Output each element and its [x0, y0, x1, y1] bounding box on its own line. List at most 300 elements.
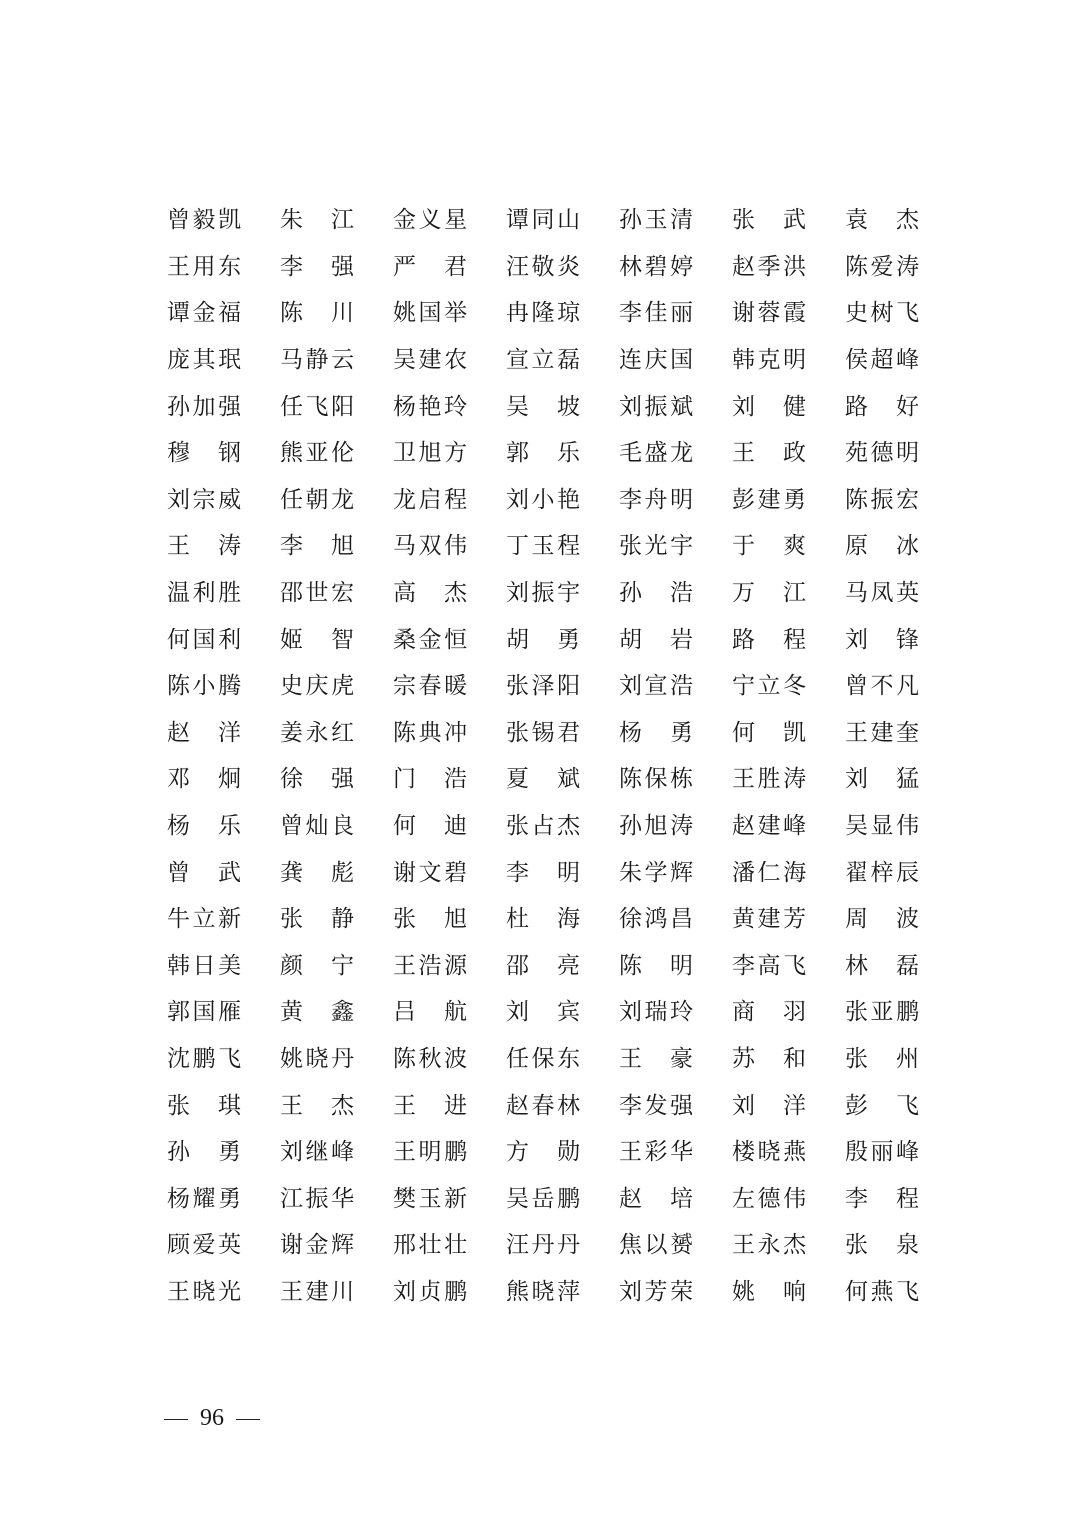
name-cell — [393, 570, 506, 616]
person-name: 焦 以 赟 — [619, 1232, 694, 1259]
name-row — [167, 1175, 927, 1222]
person-name: 陈 秋 波 — [393, 1045, 468, 1072]
person-name: 王 杰 — [280, 1092, 354, 1119]
name-cell — [506, 803, 619, 849]
name-row — [167, 663, 927, 710]
name-cell — [280, 244, 393, 290]
person-name: 孙 浩 — [619, 580, 693, 607]
name-cell — [393, 337, 506, 383]
page-number — [152, 1405, 272, 1432]
person-name: 吴 显 伟 — [845, 813, 920, 840]
name-cell — [845, 803, 958, 849]
person-name: 王 政 — [732, 440, 806, 467]
person-name: 赵 春 林 — [506, 1092, 581, 1119]
name-cell — [280, 384, 393, 430]
name-row — [167, 477, 927, 524]
person-name: 刘 洋 — [732, 1092, 806, 1119]
name-row — [167, 989, 927, 1036]
name-cell — [506, 989, 619, 1035]
name-cell — [506, 523, 619, 569]
name-cell — [167, 803, 280, 849]
person-name: 楼 晓 燕 — [732, 1139, 807, 1166]
person-name: 熊 晓 萍 — [506, 1278, 581, 1305]
name-row — [167, 1222, 927, 1269]
person-name: 龚 彪 — [280, 859, 354, 886]
person-name: 樊 玉 新 — [393, 1185, 468, 1212]
person-name: 刘 宾 — [506, 999, 580, 1026]
person-name: 林 碧 婷 — [619, 253, 694, 280]
person-name: 王 豪 — [619, 1045, 693, 1072]
person-name: 曾 不 凡 — [845, 673, 920, 700]
person-name: 任 朝 龙 — [280, 486, 355, 513]
name-cell — [280, 896, 393, 942]
person-name: 陈 保 栋 — [619, 766, 694, 793]
name-cell — [845, 244, 958, 290]
person-name: 黄 建 芳 — [732, 906, 807, 933]
name-cell — [280, 430, 393, 476]
name-cell — [845, 384, 958, 430]
person-name: 王 明 鹏 — [393, 1139, 468, 1166]
person-name: 王 建 川 — [280, 1278, 355, 1305]
person-name: 邵 亮 — [506, 952, 580, 979]
name-cell — [619, 384, 732, 430]
name-cell — [732, 803, 845, 849]
name-cell — [619, 756, 732, 802]
name-cell — [732, 1083, 845, 1129]
person-name: 杨 艳 玲 — [393, 393, 468, 420]
name-cell — [732, 1036, 845, 1082]
person-name: 张 琪 — [167, 1092, 241, 1119]
person-name: 汪 丹 丹 — [506, 1232, 581, 1259]
name-cell — [280, 803, 393, 849]
person-name: 张 州 — [845, 1045, 919, 1072]
person-name: 何 凯 — [732, 719, 806, 746]
name-cell — [732, 663, 845, 709]
name-cell — [845, 570, 958, 616]
person-name: 高 杰 — [393, 580, 467, 607]
name-cell — [280, 523, 393, 569]
person-name: 龙 启 程 — [393, 486, 468, 513]
name-cell — [506, 337, 619, 383]
name-cell — [393, 477, 506, 523]
person-name: 韩 日 美 — [167, 952, 242, 979]
name-cell — [619, 1129, 732, 1175]
name-cell — [167, 1222, 280, 1268]
name-cell — [619, 290, 732, 336]
name-cell — [732, 896, 845, 942]
person-name: 王 建 奎 — [845, 719, 920, 746]
name-cell — [393, 803, 506, 849]
name-cell — [393, 1222, 506, 1268]
name-cell — [845, 617, 958, 663]
person-name: 郭 乐 — [506, 440, 580, 467]
person-name: 刘 芳 荣 — [619, 1278, 694, 1305]
name-cell — [393, 943, 506, 989]
person-name: 殷 丽 峰 — [845, 1139, 920, 1166]
person-name: 穆 钢 — [167, 440, 241, 467]
person-name: 桑 金 恒 — [393, 626, 468, 653]
person-name: 张 光 宇 — [619, 533, 694, 560]
name-cell — [393, 523, 506, 569]
person-name: 胡 勇 — [506, 626, 580, 653]
person-name: 张 泽 阳 — [506, 673, 581, 700]
person-name: 陈 明 — [619, 952, 693, 979]
name-cell — [619, 1222, 732, 1268]
person-name: 刘 贞 鹏 — [393, 1278, 468, 1305]
name-cell — [280, 337, 393, 383]
person-name: 左 德 伟 — [732, 1185, 807, 1212]
name-cell — [732, 989, 845, 1035]
name-cell — [280, 1176, 393, 1222]
person-name: 汪 敬 炎 — [506, 253, 581, 280]
person-name: 赵 培 — [619, 1185, 693, 1212]
person-name: 邓 炯 — [167, 766, 241, 793]
name-cell — [506, 430, 619, 476]
name-cell — [393, 850, 506, 896]
person-name: 谢 金 辉 — [280, 1232, 355, 1259]
person-name: 任 保 东 — [506, 1045, 581, 1072]
person-name: 张 武 — [732, 207, 806, 234]
person-name: 丁 玉 程 — [506, 533, 581, 560]
person-name: 徐 鸿 昌 — [619, 906, 694, 933]
name-row — [167, 803, 927, 850]
person-name: 原 冰 — [845, 533, 919, 560]
name-cell — [393, 1269, 506, 1315]
name-cell — [393, 1176, 506, 1222]
name-cell — [732, 1269, 845, 1315]
name-row — [167, 896, 927, 943]
name-cell — [167, 617, 280, 663]
person-name: 卫 旭 方 — [393, 440, 468, 467]
person-name: 杨 勇 — [619, 719, 693, 746]
name-cell — [506, 943, 619, 989]
name-cell — [393, 710, 506, 756]
name-cell — [506, 710, 619, 756]
person-name: 杨 耀 勇 — [167, 1185, 242, 1212]
name-cell — [845, 850, 958, 896]
name-cell — [280, 290, 393, 336]
name-cell — [732, 1176, 845, 1222]
name-cell — [280, 1036, 393, 1082]
name-cell — [393, 663, 506, 709]
person-name: 王 胜 涛 — [732, 766, 807, 793]
name-cell — [845, 337, 958, 383]
person-name: 张 旭 — [393, 906, 467, 933]
name-cell — [393, 1083, 506, 1129]
person-name: 彭 飞 — [845, 1092, 919, 1119]
name-row — [167, 197, 927, 244]
name-cell — [506, 197, 619, 243]
name-cell — [619, 337, 732, 383]
person-name: 谢 文 碧 — [393, 859, 468, 886]
name-cell — [167, 430, 280, 476]
name-cell — [280, 1083, 393, 1129]
person-name: 曾 武 — [167, 859, 241, 886]
name-cell — [506, 1129, 619, 1175]
name-cell — [619, 803, 732, 849]
person-name: 陈 川 — [280, 300, 354, 327]
person-name: 李 明 — [506, 859, 580, 886]
person-name: 金 义 星 — [393, 207, 468, 234]
name-cell — [167, 1036, 280, 1082]
person-name: 宗 春 暖 — [393, 673, 468, 700]
name-cell — [732, 850, 845, 896]
name-cell — [619, 430, 732, 476]
name-cell — [506, 1176, 619, 1222]
name-cell — [280, 617, 393, 663]
name-cell — [845, 989, 958, 1035]
name-row — [167, 290, 927, 337]
name-cell — [845, 663, 958, 709]
person-name: 牛 立 新 — [167, 906, 242, 933]
person-name: 吴 建 农 — [393, 347, 468, 374]
name-cell — [619, 570, 732, 616]
name-cell — [619, 617, 732, 663]
name-row — [167, 943, 927, 990]
person-name: 史 庆 虎 — [280, 673, 355, 700]
name-cell — [732, 477, 845, 523]
name-row — [167, 383, 927, 430]
name-row — [167, 430, 927, 477]
name-cell — [167, 756, 280, 802]
name-cell — [506, 570, 619, 616]
name-cell — [167, 1083, 280, 1129]
person-name: 王 浩 源 — [393, 952, 468, 979]
person-name: 朱 学 辉 — [619, 859, 694, 886]
person-name: 刘 猛 — [845, 766, 919, 793]
person-name: 潘 仁 海 — [732, 859, 807, 886]
person-name: 马 静 云 — [280, 347, 355, 374]
name-cell — [845, 1269, 958, 1315]
person-name: 陈 振 宏 — [845, 486, 920, 513]
person-name: 刘 宗 威 — [167, 486, 242, 513]
name-cell — [619, 896, 732, 942]
person-name: 郭 国 雁 — [167, 999, 242, 1026]
person-name: 何 燕 飞 — [845, 1278, 920, 1305]
name-cell — [732, 570, 845, 616]
person-name: 李 舟 明 — [619, 486, 694, 513]
person-name: 陈 典 冲 — [393, 719, 468, 746]
name-cell — [280, 850, 393, 896]
name-cell — [732, 290, 845, 336]
person-name: 何 国 利 — [167, 626, 242, 653]
person-name: 颜 宁 — [280, 952, 354, 979]
name-cell — [732, 197, 845, 243]
name-cell — [732, 943, 845, 989]
person-name: 孙 玉 清 — [619, 207, 694, 234]
name-cell — [619, 197, 732, 243]
name-cell — [732, 430, 845, 476]
person-name: 陈 爱 涛 — [845, 253, 920, 280]
person-name: 王 永 杰 — [732, 1232, 807, 1259]
person-name: 夏 斌 — [506, 766, 580, 793]
person-name: 顾 爱 英 — [167, 1232, 242, 1259]
person-name: 路 好 — [845, 393, 919, 420]
name-cell — [393, 617, 506, 663]
name-cell — [845, 896, 958, 942]
name-cell — [845, 1036, 958, 1082]
person-name: 邵 世 宏 — [280, 580, 355, 607]
person-name: 刘 振 斌 — [619, 393, 694, 420]
name-cell — [845, 1083, 958, 1129]
name-cell — [506, 756, 619, 802]
name-cell — [280, 710, 393, 756]
person-name: 张 占 杰 — [506, 813, 581, 840]
person-name: 毛 盛 龙 — [619, 440, 694, 467]
name-cell — [280, 943, 393, 989]
name-cell — [167, 1269, 280, 1315]
person-name: 谢 蓉 霞 — [732, 300, 807, 327]
person-name: 李 强 — [280, 253, 354, 280]
name-cell — [619, 244, 732, 290]
name-cell — [845, 290, 958, 336]
person-name: 门 浩 — [393, 766, 467, 793]
person-name: 谭 同 山 — [506, 207, 581, 234]
name-row — [167, 1082, 927, 1129]
person-name: 刘 瑞 玲 — [619, 999, 694, 1026]
person-name: 严 君 — [393, 253, 467, 280]
name-cell — [845, 756, 958, 802]
name-cell — [393, 430, 506, 476]
name-cell — [167, 663, 280, 709]
person-name: 史 树 飞 — [845, 300, 920, 327]
person-name: 苏 和 — [732, 1045, 806, 1072]
person-name: 刘 小 艳 — [506, 486, 581, 513]
person-name: 李 发 强 — [619, 1092, 694, 1119]
person-name: 曾 毅 凯 — [167, 207, 242, 234]
person-name: 徐 强 — [280, 766, 354, 793]
name-cell — [845, 1129, 958, 1175]
person-name: 邢 壮 壮 — [393, 1232, 468, 1259]
name-row — [167, 1036, 927, 1083]
name-cell — [167, 290, 280, 336]
name-cell — [845, 1176, 958, 1222]
name-cell — [506, 1269, 619, 1315]
person-name: 李 旭 — [280, 533, 354, 560]
person-name: 谭 金 福 — [167, 300, 242, 327]
person-name: 孙 勇 — [167, 1139, 241, 1166]
person-name: 韩 克 明 — [732, 347, 807, 374]
name-cell — [393, 756, 506, 802]
person-name: 李 程 — [845, 1185, 919, 1212]
person-name: 张 静 — [280, 906, 354, 933]
name-cell — [619, 1269, 732, 1315]
name-cell — [167, 570, 280, 616]
person-name: 熊 亚 伦 — [280, 440, 355, 467]
person-name: 王 涛 — [167, 533, 241, 560]
person-name: 杜 海 — [506, 906, 580, 933]
name-cell — [845, 430, 958, 476]
person-name: 杨 乐 — [167, 813, 241, 840]
name-row — [167, 523, 927, 570]
name-cell — [619, 663, 732, 709]
name-cell — [393, 1036, 506, 1082]
name-cell — [619, 850, 732, 896]
person-name: 吴 坡 — [506, 393, 580, 420]
person-name: 赵 洋 — [167, 719, 241, 746]
name-cell — [732, 756, 845, 802]
name-cell — [280, 1222, 393, 1268]
name-cell — [732, 244, 845, 290]
name-cell — [167, 1129, 280, 1175]
name-cell — [506, 477, 619, 523]
name-cell — [619, 1083, 732, 1129]
name-row — [167, 756, 927, 803]
name-cell — [167, 850, 280, 896]
name-cell — [619, 477, 732, 523]
person-name: 何 迪 — [393, 813, 467, 840]
person-name: 刘 锋 — [845, 626, 919, 653]
name-cell — [732, 337, 845, 383]
person-name: 胡 岩 — [619, 626, 693, 653]
person-name: 李 高 飞 — [732, 952, 807, 979]
name-cell — [167, 197, 280, 243]
person-name: 马 双 伟 — [393, 533, 468, 560]
name-cell — [280, 197, 393, 243]
person-name: 张 亚 鹏 — [845, 999, 920, 1026]
name-cell — [845, 477, 958, 523]
name-cell — [167, 244, 280, 290]
person-name: 李 佳 丽 — [619, 300, 694, 327]
person-name: 孙 旭 涛 — [619, 813, 694, 840]
name-cell — [280, 1269, 393, 1315]
name-cell — [280, 663, 393, 709]
person-name: 陈 小 腾 — [167, 673, 242, 700]
person-name: 路 程 — [732, 626, 806, 653]
person-name: 黄 鑫 — [280, 999, 354, 1026]
name-cell — [280, 570, 393, 616]
person-name: 庞 其 珉 — [167, 347, 242, 374]
name-row — [167, 1269, 927, 1316]
person-name: 王 彩 华 — [619, 1139, 694, 1166]
name-cell — [167, 384, 280, 430]
name-cell — [619, 989, 732, 1035]
person-name: 彭 建 勇 — [732, 486, 807, 513]
name-cell — [845, 523, 958, 569]
name-cell — [506, 1222, 619, 1268]
name-row — [167, 244, 927, 291]
person-name: 姚 响 — [732, 1278, 806, 1305]
dash-right — [236, 1419, 260, 1421]
name-cell — [506, 617, 619, 663]
name-cell — [167, 943, 280, 989]
name-cell — [393, 1129, 506, 1175]
person-name: 刘 继 峰 — [280, 1139, 355, 1166]
name-cell — [619, 943, 732, 989]
person-name: 刘 振 宇 — [506, 580, 581, 607]
person-name: 翟 梓 辰 — [845, 859, 920, 886]
name-cell — [280, 989, 393, 1035]
person-name: 姚 晓 丹 — [280, 1045, 355, 1072]
name-cell — [619, 1176, 732, 1222]
person-name: 姚 国 举 — [393, 300, 468, 327]
name-cell — [393, 244, 506, 290]
name-cell — [167, 989, 280, 1035]
person-name: 任 飞 阳 — [280, 393, 355, 420]
name-cell — [619, 1036, 732, 1082]
person-name: 王 用 东 — [167, 253, 242, 280]
name-row — [167, 337, 927, 384]
person-name: 方 勋 — [506, 1139, 580, 1166]
person-name: 冉 隆 琼 — [506, 300, 581, 327]
name-cell — [845, 943, 958, 989]
names-grid — [167, 197, 927, 1315]
person-name: 马 凤 英 — [845, 580, 920, 607]
name-cell — [506, 384, 619, 430]
name-cell — [167, 337, 280, 383]
name-cell — [167, 523, 280, 569]
person-name: 曾 灿 良 — [280, 813, 355, 840]
